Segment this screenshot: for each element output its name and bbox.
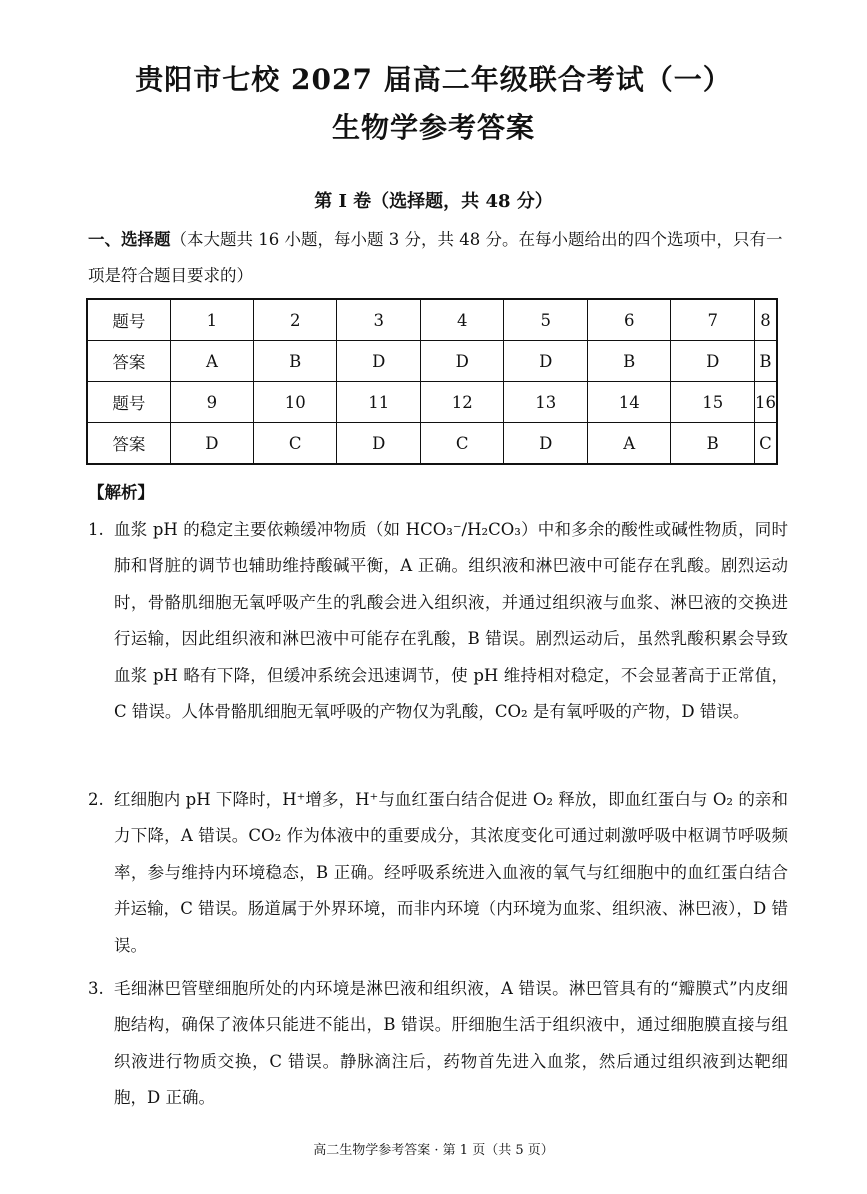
answer-table-cell: A xyxy=(170,341,253,382)
answer-table-row-header: 答案 xyxy=(87,341,170,382)
answer-table-cell: 15 xyxy=(671,382,755,423)
answer-table-cell: 1 xyxy=(170,299,253,341)
answer-table-cell: C xyxy=(754,423,777,465)
answer-table-cell: C xyxy=(420,423,504,465)
answer-table-cell: 16 xyxy=(754,382,777,423)
answer-table-cell: B xyxy=(587,341,671,382)
document-subtitle: 生物学参考答案 xyxy=(331,111,535,144)
answer-table-cell: A xyxy=(587,423,671,465)
page-footer: 高二生物学参考答案 · 第 1 页（共 5 页） xyxy=(313,1143,554,1158)
answer-table-cell: D xyxy=(504,341,588,382)
analysis-item xyxy=(88,782,788,964)
answer-table-row xyxy=(87,341,777,382)
answer-table-cell: D xyxy=(337,341,421,382)
item-text: 红细胞内 pH 下降时，H⁺增多，H⁺与血红蛋白结合促进 O₂ 释放，即血红蛋白与 O₂ 的亲和力下降，A 错误。CO₂ 作为体液中的重要成分，其浓度变化可通过刺激呼吸中枢调节呼吸频率，参与维持内环境稳态，B 正确。经呼吸系统进入血液的氧气与红细胞中的血红蛋白结合并运输，C 错误。肠道属于外界环境，而非内环境（内环境为血浆、组织液、淋巴液），D 错误。 xyxy=(114,790,788,955)
answer-table-row xyxy=(87,299,777,341)
answer-table-cell: D xyxy=(671,341,755,382)
answer-table-cell: C xyxy=(253,423,337,465)
item-number: 2. xyxy=(88,790,104,809)
answer-table-cell: 14 xyxy=(587,382,671,423)
section-intro xyxy=(88,222,788,294)
answer-table-cell: 12 xyxy=(420,382,504,423)
section-title: 第 I 卷（选择题，共 48 分） xyxy=(314,191,553,212)
answer-table-cell: 3 xyxy=(337,299,421,341)
item-text: 血浆 pH 的稳定主要依赖缓冲物质（如 HCO₃⁻/H₂CO₃）中和多余的酸性或碱性物质，同时肺和肾脏的调节也辅助维持酸碱平衡，A 正确。组织液和淋巴液中可能存在乳酸。剧烈运动时，骨骼肌细胞无氧呼吸产生的乳酸会进入组织液，并通过组织液与血浆、淋巴液的交换进行运输，因此组织液和淋巴液中可能存在乳酸，B 错误。剧烈运动后，虽然乳酸积累会导致血浆 pH 略有下降，但缓冲系统会迅速调节，使 pH 维持相对稳定，不会显著高于正常值，C 错误。人体骨骼肌细胞无氧呼吸的产物仅为乳酸，CO₂ 是有氧呼吸的产物，D 错误。 xyxy=(114,520,788,722)
item-number: 3. xyxy=(88,979,104,998)
item-number: 1. xyxy=(88,520,104,539)
answer-table-cell: D xyxy=(337,423,421,465)
analysis-heading: 【解析】 xyxy=(88,483,154,502)
intro-heading: 一、选择题 xyxy=(88,230,171,249)
answer-table-row-header: 题号 xyxy=(87,299,170,341)
answer-table-cell: B xyxy=(671,423,755,465)
answer-table-cell: B xyxy=(253,341,337,382)
answer-table-cell: 7 xyxy=(671,299,755,341)
document-title: 贵阳市七校 2027 届高二年级联合考试（一） xyxy=(135,63,732,96)
answer-table-cell: D xyxy=(504,423,588,465)
answer-table-cell: 6 xyxy=(587,299,671,341)
answer-table-cell: D xyxy=(420,341,504,382)
answer-table-cell: 9 xyxy=(170,382,253,423)
answer-table-cell: 8 xyxy=(754,299,777,341)
answer-table-cell: 2 xyxy=(253,299,337,341)
answer-table-cell: D xyxy=(170,423,253,465)
item-text: 毛细淋巴管壁细胞所处的内环境是淋巴液和组织液，A 错误。淋巴管具有的“瓣膜式”内皮细胞结构，确保了液体只能进不能出，B 错误。肝细胞生活于组织液中，通过细胞膜直接与组织液进行物质交换，C 错误。静脉滴注后，药物首先进入血浆，然后通过组织液到达靶细胞，D 正确。 xyxy=(114,979,788,1108)
answer-table-cell: 11 xyxy=(337,382,421,423)
answer-table-cell: 4 xyxy=(420,299,504,341)
answer-table-cell: B xyxy=(754,341,777,382)
analysis-item xyxy=(88,971,788,1117)
answer-table xyxy=(86,298,778,465)
answer-table-row xyxy=(87,423,777,465)
answer-table-row-header: 题号 xyxy=(87,382,170,423)
intro-text: （本大题共 16 小题，每小题 3 分，共 48 分。在每小题给出的四个选项中，只有一项是符合题目要求的） xyxy=(88,230,783,285)
answer-table-cell: 5 xyxy=(504,299,588,341)
analysis-item xyxy=(88,512,788,730)
answer-table-row-header: 答案 xyxy=(87,423,170,465)
answer-table-row xyxy=(87,382,777,423)
answer-table-cell: 10 xyxy=(253,382,337,423)
answer-table-cell: 13 xyxy=(504,382,588,423)
